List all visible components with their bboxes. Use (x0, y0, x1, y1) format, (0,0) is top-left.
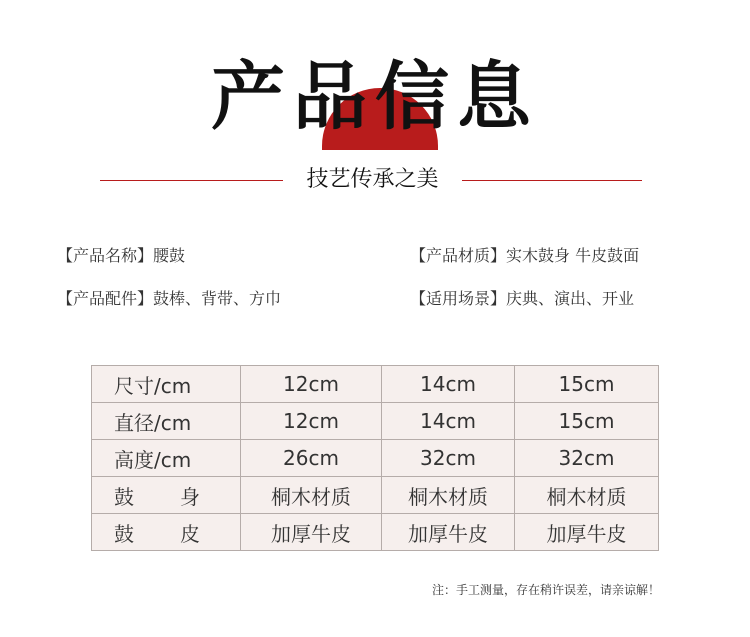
table-cell: 12cm (241, 366, 382, 403)
row-label: 高度/cm (92, 440, 241, 477)
page-subtitle: 技艺传承之美 (306, 167, 439, 192)
row-label (92, 514, 241, 551)
table-cell: 桐木材质 (382, 477, 515, 514)
table-row (92, 403, 659, 440)
divider-left (100, 180, 283, 181)
info-value: 鼓棒、背带、方巾 (153, 289, 282, 308)
info-value: 实木鼓身 牛皮鼓面 (506, 246, 640, 265)
table-row (92, 477, 659, 514)
divider-right (462, 180, 642, 181)
info-key: 【产品配件】 (57, 289, 154, 308)
row-label-char: 皮 (180, 521, 200, 546)
table-cell: 桐木材质 (241, 477, 382, 514)
table-cell: 12cm (241, 403, 382, 440)
header (0, 0, 750, 210)
info-product-name (57, 246, 185, 266)
info-key: 【产品材质】 (410, 246, 507, 265)
info-value: 腰鼓 (153, 246, 186, 265)
table-cell: 26cm (241, 440, 382, 477)
table-cell: 加厚牛皮 (515, 514, 659, 551)
info-key: 【适用场景】 (410, 289, 507, 308)
spec-table (91, 365, 659, 551)
table-row (92, 366, 659, 403)
table-cell: 32cm (382, 440, 515, 477)
row-label (92, 477, 241, 514)
table-cell: 桐木材质 (515, 477, 659, 514)
info-product-accessories (57, 289, 281, 309)
table-row (92, 514, 659, 551)
table-row (92, 440, 659, 477)
row-label-char: 身 (180, 484, 200, 509)
info-usage-scenes (410, 289, 634, 309)
row-label-char: 鼓 (114, 484, 134, 509)
row-label-char: 鼓 (114, 521, 134, 546)
table-cell: 14cm (382, 366, 515, 403)
table-cell: 加厚牛皮 (382, 514, 515, 551)
info-value: 庆典、演出、开业 (506, 289, 635, 308)
measurement-note: 注：手工测量，存在稍许误差，请亲谅解！ (431, 583, 660, 597)
table-cell: 15cm (515, 403, 659, 440)
table-cell: 加厚牛皮 (241, 514, 382, 551)
page-title: 产品信息 (211, 54, 539, 140)
table-cell: 32cm (515, 440, 659, 477)
info-product-material (410, 246, 639, 266)
table-cell: 14cm (382, 403, 515, 440)
row-label: 尺寸/cm (92, 366, 241, 403)
row-label: 直径/cm (92, 403, 241, 440)
table-cell: 15cm (515, 366, 659, 403)
info-key: 【产品名称】 (57, 246, 154, 265)
